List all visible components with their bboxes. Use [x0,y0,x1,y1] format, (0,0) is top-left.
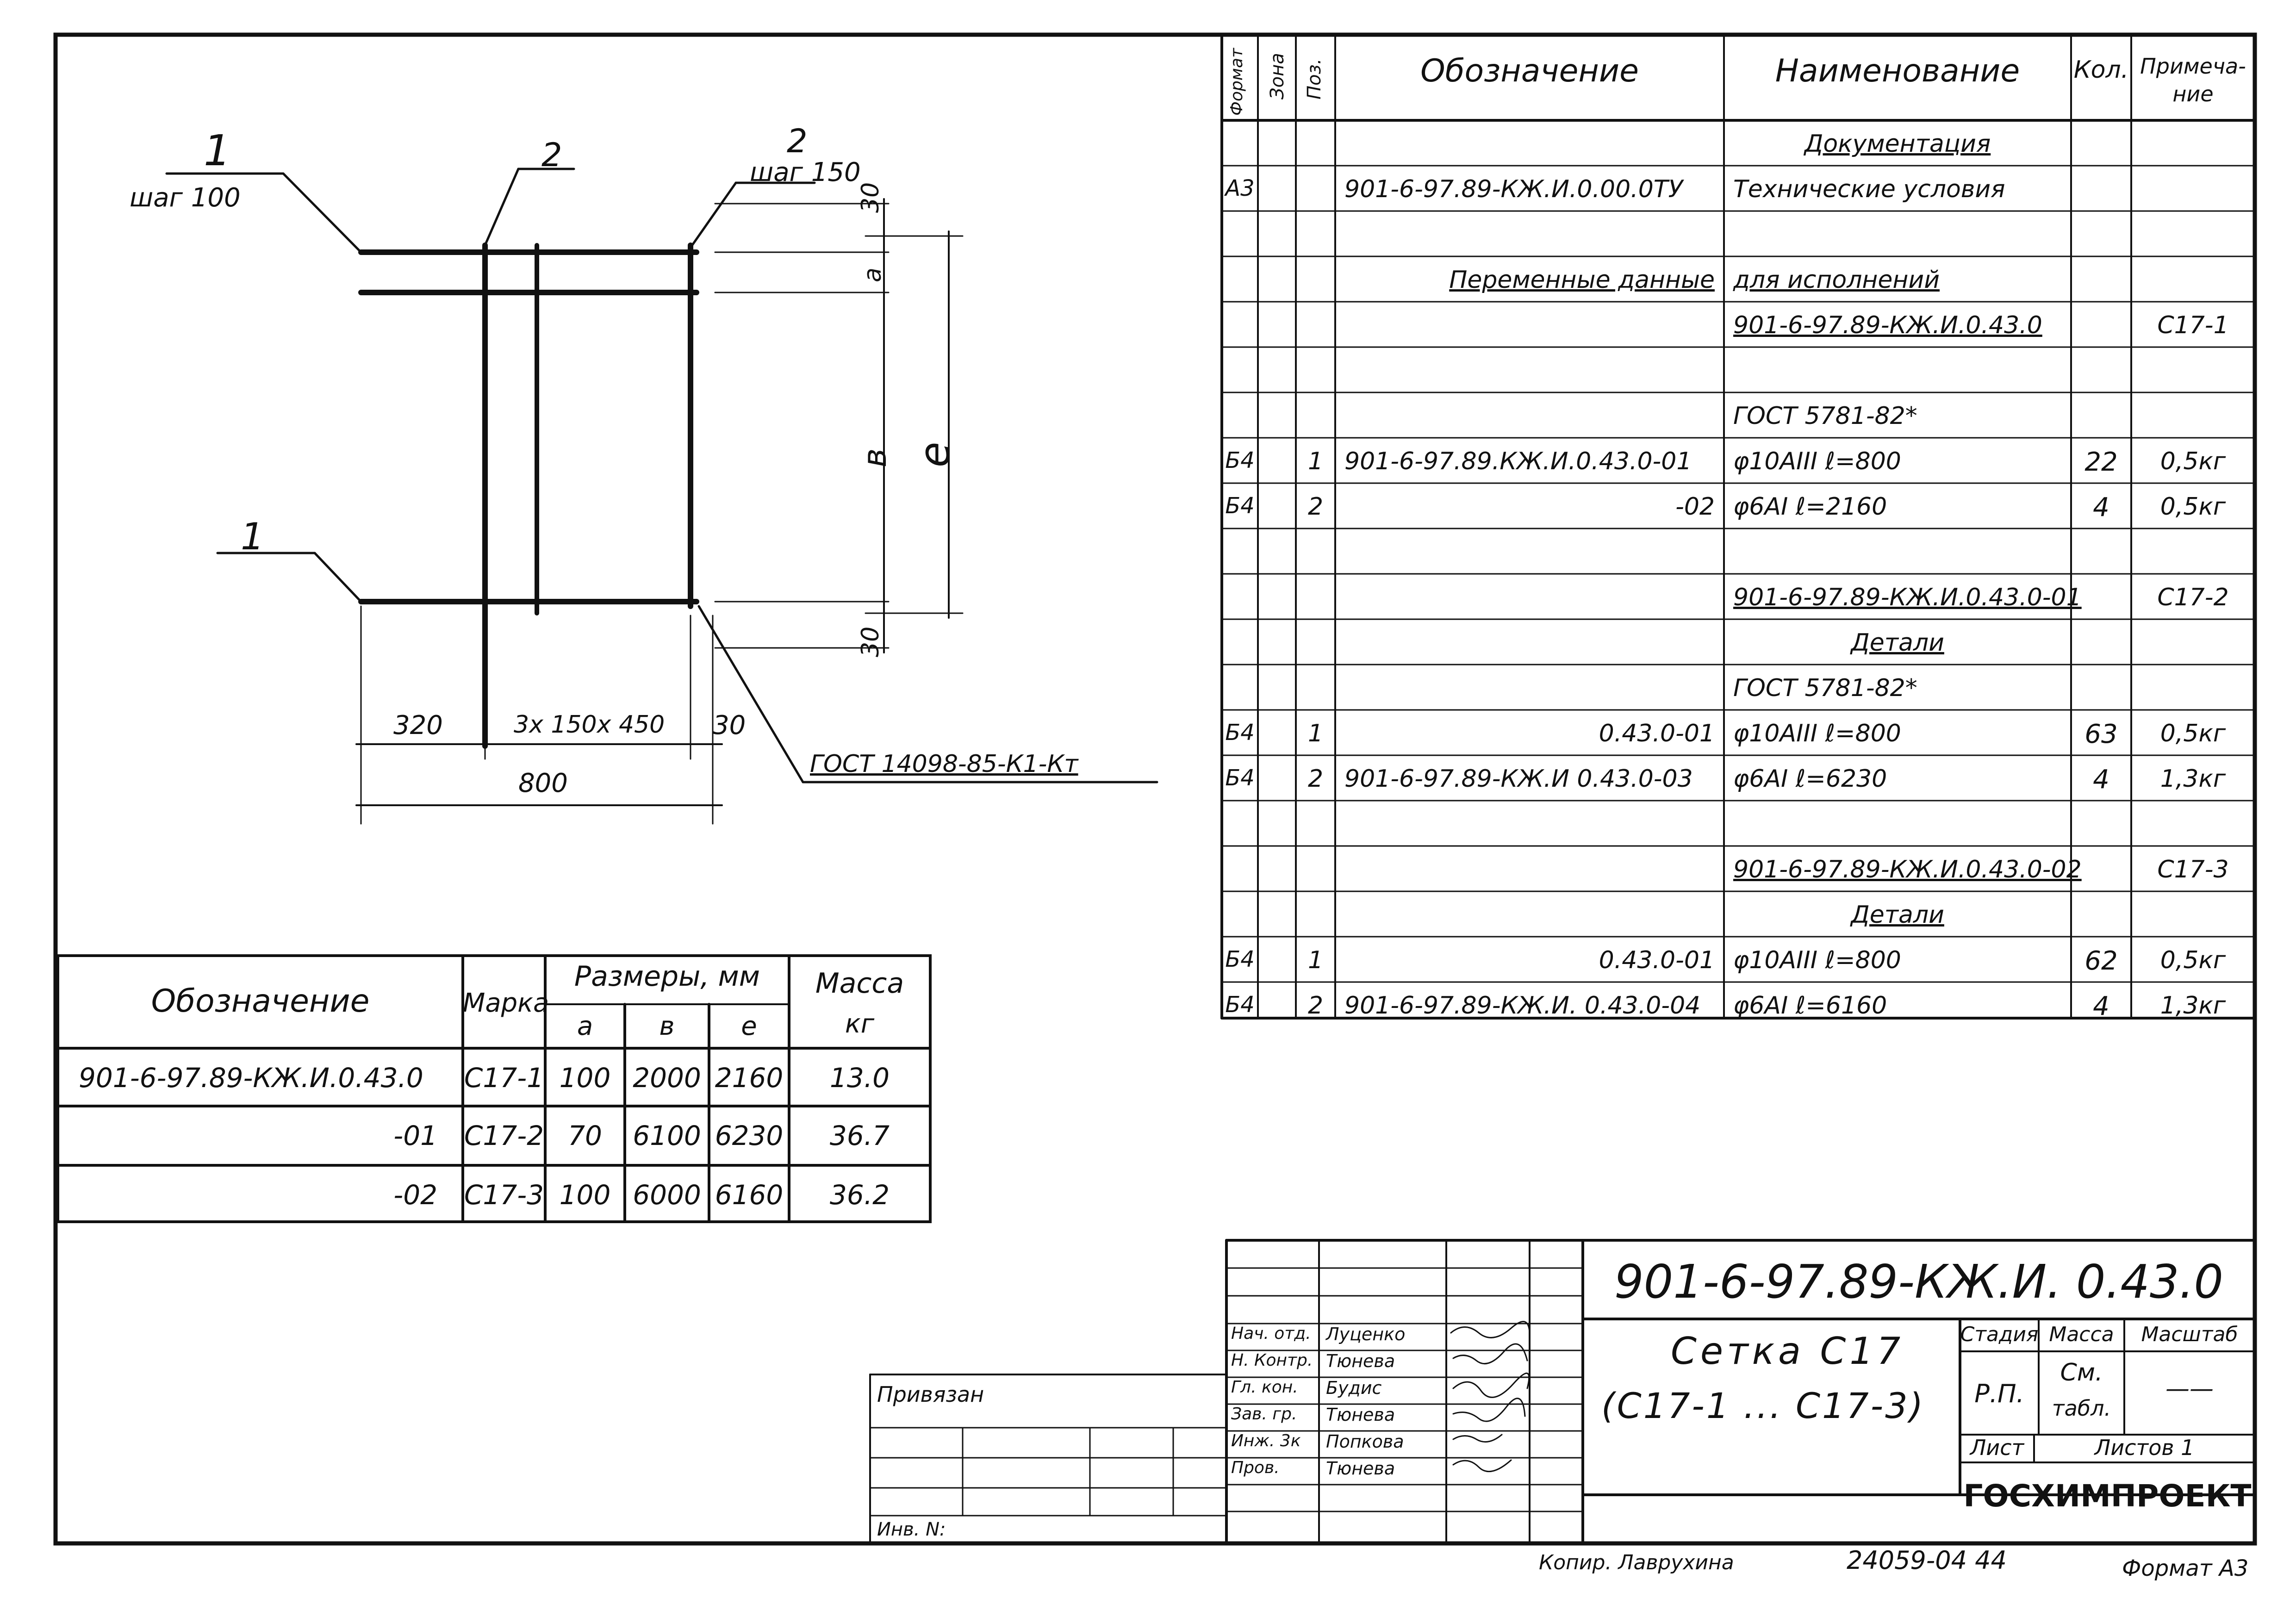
spec-cell-designation: Переменные данные [1449,266,1715,294]
spec-cell-format: Б4 [1225,720,1255,746]
mass-label: Масса [2049,1323,2114,1346]
spec-cell-qty: 4 [2093,765,2109,795]
signature-role: Зав. гр. [1231,1405,1297,1424]
dims-cell-mark: С17-3 [464,1179,544,1211]
dims-header-a: a [577,1011,593,1041]
dims-cell-mass: 36.2 [829,1179,890,1211]
spec-cell-format: А3 [1225,175,1255,201]
spec-cell-format: Б4 [1225,448,1255,473]
dims-header-mass: Масса [815,967,904,1000]
spec-cell-designation: 901-6-97.89-КЖ.И. 0.43.0-04 [1344,992,1701,1020]
spec-cell-note: 0,5кг [2160,720,2226,747]
signature-name: Тюнева [1326,1351,1395,1371]
dims-cell-designation: -01 [393,1120,437,1151]
spec-cell-format: Б4 [1225,765,1255,791]
spec-cell-name: φ6АI ℓ=6230 [1733,765,1887,793]
spec-cell-qty: 22 [2084,447,2118,477]
spec-cell-name: 901-6-97.89-КЖ.И.0.43.0-01 [1733,584,2082,611]
signature-role: Н. Контр. [1231,1351,1313,1370]
scale-label: Масштаб [2141,1323,2238,1346]
spec-cell-format: Б4 [1225,946,1255,972]
signature-name: Попкова [1326,1431,1404,1452]
title-block-name-line2: (С17-1 ... С17-3) [1601,1385,1925,1426]
signature-role: Нач. отд. [1231,1324,1311,1343]
spec-cell-qty: 63 [2084,719,2118,749]
spec-cell-name: ГОСТ 5781-82* [1733,674,1917,702]
attached-label: Привязан [877,1382,984,1407]
dim-e: e [910,442,959,467]
spec-header-pos: Поз. [1304,58,1325,99]
dim-30-top: 30 [857,182,884,213]
dims-cell-a: 100 [559,1062,611,1094]
spec-cell-name: 901-6-97.89-КЖ.И.0.43.0 [1733,311,2042,339]
signature-name: Будис [1326,1378,1382,1398]
sheet-label: Лист [1970,1435,2024,1460]
dims-cell-a: 70 [568,1120,602,1151]
mass-value-2: табл. [2052,1396,2111,1421]
dims-cell-designation: 901-6-97.89-КЖ.И.0.43.0 [79,1062,423,1094]
copied-by: Копир. Лаврухина [1539,1551,1734,1574]
dims-header-sizes: Размеры, мм [574,960,760,993]
title-block-name-line1: Сетка С17 [1671,1330,1904,1373]
pos1-bottom-label: 1 [241,515,264,558]
dims-cell-e: 6230 [715,1120,784,1151]
dims-cell-b: 6100 [633,1120,701,1151]
spec-cell-note: С17-1 [2157,311,2229,339]
dims-cell-b: 6000 [633,1179,701,1211]
spec-cell-note: 1,3кг [2160,765,2226,793]
spec-cell-designation: 0.43.0-01 [1599,720,1715,747]
signature-role: Пров. [1231,1458,1280,1477]
spec-cell-name: Технические условия [1733,175,2005,203]
spec-cell-format: Б4 [1225,992,1255,1018]
stage-label: Стадия [1960,1323,2039,1346]
spec-cell-note: 1,3кг [2160,992,2226,1020]
signature-scribbles [1451,1322,1530,1472]
spec-cell-format: Б4 [1225,493,1255,519]
signature-role: Гл. кон. [1231,1378,1298,1397]
spec-cell-designation: 901-6-97.89.КЖ.И.0.43.0-01 [1344,448,1692,475]
spec-cell-name: 901-6-97.89-КЖ.И.0.43.0-02 [1733,856,2082,883]
dim-320: 320 [393,710,443,740]
spec-cell-designation: 901-6-97.89-КЖ.И.0.00.0ТУ [1344,175,1683,203]
pos2-top-right-label: 2 [787,122,808,160]
signature-role: Инж. 3к [1231,1431,1301,1450]
dims-cell-mass: 13.0 [829,1062,890,1094]
dims-cell-b: 2000 [633,1062,701,1094]
spec-cell-name: φ10АIII ℓ=800 [1733,720,1901,747]
step-150-label: шаг 150 [750,157,861,187]
dims-header-b: в [659,1011,675,1041]
spec-cell-qty: 4 [2093,991,2109,1021]
spec-cell-pos: 1 [1307,720,1324,747]
spec-header-note-2: ние [2172,81,2214,106]
spec-cell-pos: 2 [1307,493,1324,521]
spec-cell-name: φ10АIII ℓ=800 [1733,946,1901,974]
stage-value: Р.П. [1974,1379,2024,1408]
sheet-format: Формат А3 [2122,1555,2249,1581]
pos1-top-label: 1 [204,126,231,175]
spec-cell-designation: 0.43.0-01 [1599,946,1715,974]
dims-cell-e: 2160 [715,1062,784,1094]
dim-b: в [856,448,894,467]
spec-cell-pos: 2 [1307,765,1324,793]
spec-cell-note: С17-3 [2157,856,2229,883]
spec-cell-pos: 1 [1307,946,1324,974]
spec-cell-note: С17-2 [2157,584,2229,611]
spec-cell-name: φ6АI ℓ=2160 [1733,493,1887,521]
dim-30-bottom: 30 [857,626,884,657]
spec-header-name: Наименование [1775,53,2020,89]
spec-header-note-1: Примеча- [2140,54,2246,79]
dim-30-right: 30 [713,710,746,740]
dims-cell-designation: -02 [393,1179,437,1211]
pos2-top-left-label: 2 [541,136,562,174]
dims-cell-mark: С17-1 [464,1062,544,1094]
dims-header-e: e [741,1011,757,1041]
spec-header-designation: Обозначение [1420,53,1639,89]
spec-cell-name: φ6АI ℓ=6160 [1733,992,1887,1020]
spec-cell-qty: 62 [2084,946,2118,976]
dim-a: a [859,267,887,282]
scale-value: —— [2165,1375,2214,1403]
spec-cell-qty: 4 [2093,492,2109,522]
sheets-label: Листов 1 [2094,1435,2195,1460]
signature-name: Тюнева [1326,1458,1395,1479]
spec-cell-name: для исполнений [1733,266,1940,294]
archive-number: 24059-04 44 [1847,1546,2007,1575]
spec-cell-name: Документация [1804,130,1991,158]
spec-cell-pos: 1 [1307,448,1324,475]
organization-name: ГОСХИМПРОЕКТ [1963,1478,2252,1514]
mass-value-1: См. [2060,1359,2103,1387]
spec-cell-name: ГОСТ 5781-82* [1733,402,1917,430]
spec-cell-note: 0,5кг [2160,946,2226,974]
spec-cell-note: 0,5кг [2160,493,2226,521]
title-block-code: 901-6-97.89-КЖ.И. 0.43.0 [1614,1255,2223,1309]
dims-header-mark: Марка [463,988,549,1018]
dims-header-mass-unit: кг [845,1009,875,1039]
spec-cell-note: 0,5кг [2160,448,2226,475]
spec-cell-name: φ10АIII ℓ=800 [1733,448,1901,475]
dims-cell-mark: С17-2 [464,1120,544,1151]
spec-cell-name: Детали [1851,901,1944,929]
spec-cell-pos: 2 [1307,992,1324,1020]
dims-header-designation: Обозначение [151,983,370,1020]
dims-cell-a: 100 [559,1179,611,1211]
spec-cell-designation: 901-6-97.89-КЖ.И 0.43.0-03 [1344,765,1693,793]
dims-cell-e: 6160 [715,1179,784,1211]
dim-800: 800 [518,768,568,798]
spec-cell-name: Детали [1851,629,1944,657]
dim-3x150: 3x 150x 450 [514,711,665,739]
spec-header-qty: Кол. [2073,56,2129,84]
spec-header-zone: Зона [1267,53,1288,99]
spec-cell-designation: -02 [1675,493,1715,521]
weld-standard-label: ГОСТ 14098-85-К1-Кт [810,750,1078,778]
step-100-label: шаг 100 [130,183,241,213]
inv-number-label: Инв. N: [877,1519,946,1540]
spec-header-format: Формат [1227,48,1246,116]
signature-name: Луценко [1326,1324,1406,1344]
signature-name: Тюнева [1326,1405,1395,1425]
dims-cell-mass: 36.7 [829,1120,890,1151]
